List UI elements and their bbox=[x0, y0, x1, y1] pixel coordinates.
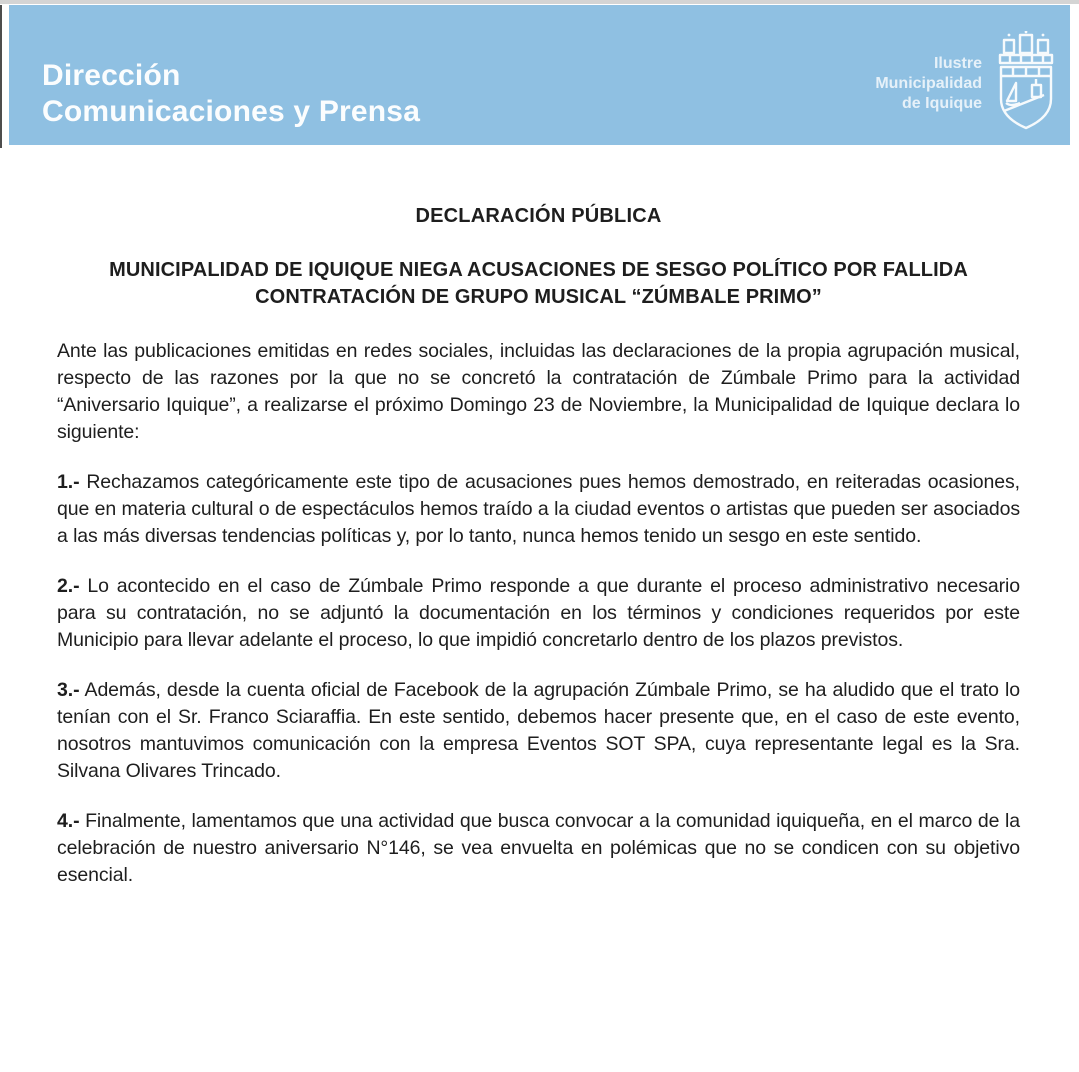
item-1-number: 1.- bbox=[57, 471, 80, 493]
document-title: DECLARACIÓN PÚBLICA bbox=[415, 205, 662, 227]
municipal-logo bbox=[770, 5, 1070, 145]
item-2-text: Lo acontecido en el caso de Zúmbale Primo responde a que durante el proceso administrativo necesario para su contratación, no se adjuntó la documentación en los términos y condiciones requeridos por este Municipio para llevar adelante el proceso, lo que impidió concretarlo dentro de los plazos previstos. bbox=[57, 575, 1020, 651]
department-title bbox=[42, 58, 420, 130]
item-3-number: 3.- bbox=[57, 679, 80, 701]
scan-left-edge-line bbox=[0, 5, 2, 148]
municipal-crest-icon bbox=[994, 31, 1058, 131]
department-title-line2: Comunicaciones y Prensa bbox=[42, 95, 421, 128]
item-3-text: Además, desde la cuenta oficial de Facebook de la agrupación Zúmbale Primo, se ha aludido que el trato lo tenían con el Sr. Franco Sciaraffia. En este sentido, debemos hacer presente que, en el caso de este evento, nosotros mantuvimos comunicación con la empresa Eventos SOT SPA, cuya representante legal es la Sra. Silvana Olivares Trincado. bbox=[57, 679, 1020, 782]
logo-text-line1: Ilustre bbox=[933, 55, 982, 72]
numbered-item-3 bbox=[57, 677, 1020, 785]
numbered-item-1 bbox=[57, 469, 1020, 550]
item-1-text: Rechazamos categóricamente este tipo de acusaciones pues hemos demostrado, en reiteradas ocasiones, que en materia cultural o de espectáculos hemos traído a la ciudad eventos o artistas que pueden ser asociados a las más diversas tendencias políticas y, por lo tanto, nunca hemos tenido un sesgo en este sentido. bbox=[57, 471, 1020, 547]
scan-top-edge bbox=[0, 0, 1079, 4]
document-subtitle: MUNICIPALIDAD DE IQUIQUE NIEGA ACUSACIONES DE SESGO POLÍTICO POR FALLIDA CONTRATACIÓN DE GRUPO MUSICAL “ZÚMBALE PRIMO” bbox=[109, 259, 968, 308]
numbered-item-2 bbox=[57, 573, 1020, 654]
item-4-text: Finalmente, lamentamos que una actividad que busca convocar a la comunidad iquiqueña, en el marco de la celebración de nuestro aniversario N°146, se vea envuelta en polémicas que no se condicen con su objetivo esencial. bbox=[57, 810, 1020, 886]
logo-text-line2: Municipalidad bbox=[875, 75, 982, 92]
item-2-number: 2.- bbox=[57, 575, 80, 597]
municipal-logo-text bbox=[875, 54, 982, 114]
department-title-line1: Dirección bbox=[42, 59, 181, 92]
declaration-document bbox=[57, 145, 1020, 889]
logo-text-line3: de Iquique bbox=[902, 95, 982, 112]
letterhead-banner bbox=[9, 5, 1070, 145]
item-4-number: 4.- bbox=[57, 810, 80, 832]
intro-paragraph: Ante las publicaciones emitidas en redes sociales, incluidas las declaraciones de la propia agrupación musical, respecto de las razones por la que no se concretó la contratación de Zúmbale Primo para la actividad “Aniversario Iquique”, a realizarse el próximo Domingo 23 de Noviembre, la Municipalidad de Iquique declara lo siguiente: bbox=[57, 340, 1020, 443]
numbered-item-4 bbox=[57, 808, 1020, 889]
